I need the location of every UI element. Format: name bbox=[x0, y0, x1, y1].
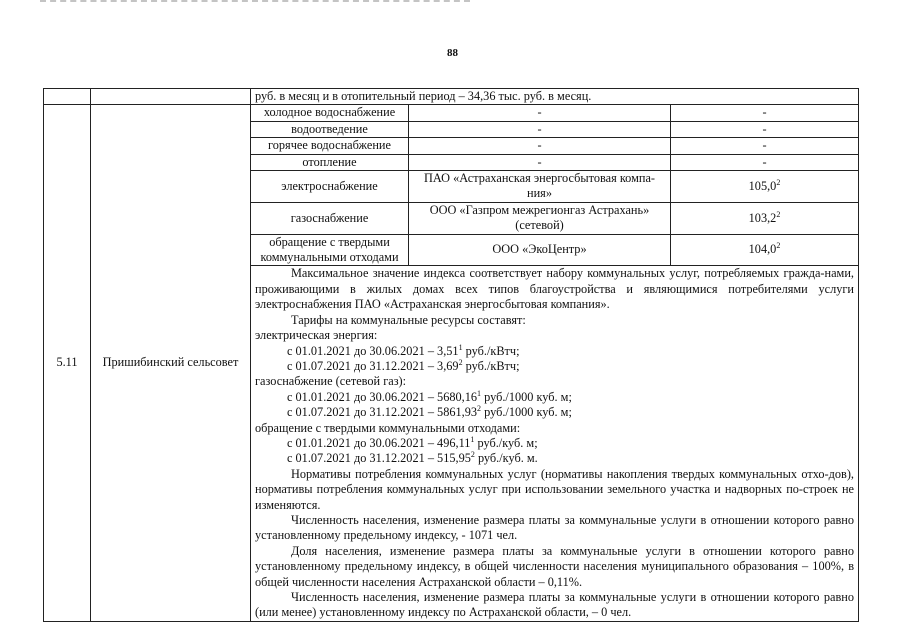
tariffs-heading: Тарифы на коммунальные ресурсы составят: bbox=[291, 312, 526, 327]
service-index bbox=[671, 171, 859, 203]
tariff-text: с 01.07.2021 до 31.12.2021 – 5861,93 bbox=[287, 405, 478, 420]
scan-artifact-line bbox=[40, 0, 470, 2]
footnote-mark: 2 bbox=[470, 450, 475, 460]
footnote-mark: 2 bbox=[458, 357, 463, 367]
footnote-mark: 2 bbox=[477, 404, 482, 414]
index-value: 105,0 bbox=[748, 178, 777, 193]
service-name: газоснабжение bbox=[251, 202, 409, 234]
population-count-paragraph: Численность населения, изменение размера платы за коммунальные услуги в отношении которого равно установленному предельному индексу, - 1071 чел. bbox=[255, 512, 854, 543]
electricity-label: электрическая энергия: bbox=[255, 328, 378, 343]
footnote-mark: 2 bbox=[776, 209, 781, 219]
footnote-mark: 1 bbox=[470, 434, 475, 444]
footnote-mark: 1 bbox=[458, 342, 463, 352]
service-row bbox=[44, 105, 859, 121]
service-index: - bbox=[671, 105, 859, 121]
description-cell bbox=[251, 266, 859, 621]
service-provider: - bbox=[409, 121, 671, 137]
gas-tariff-2 bbox=[255, 405, 854, 420]
service-index: - bbox=[671, 138, 859, 154]
electricity-tariff-2 bbox=[255, 359, 854, 374]
continuation-name-cell bbox=[91, 89, 251, 105]
page-number: 88 bbox=[447, 47, 458, 59]
tariff-text: с 01.01.2021 до 30.06.2021 – 496,11 bbox=[287, 435, 471, 450]
service-index: - bbox=[671, 154, 859, 170]
tariff-text: с 01.01.2021 до 30.06.2021 – 5680,16 bbox=[287, 389, 478, 404]
tariff-table bbox=[43, 88, 859, 622]
municipality-name: Пришибинский сельсовет bbox=[91, 105, 251, 621]
tariff-unit: руб./куб. м; bbox=[474, 435, 538, 450]
service-provider: ПАО «Астраханская энергосбытовая компа-ния» bbox=[409, 171, 671, 203]
service-index bbox=[671, 202, 859, 234]
index-value: 103,2 bbox=[748, 210, 777, 225]
service-name: водоотведение bbox=[251, 121, 409, 137]
footnote-mark: 1 bbox=[477, 388, 482, 398]
footnote-mark: 2 bbox=[776, 177, 781, 187]
continuation-text: руб. в месяц и в отопительный период – 34,36 тыс. руб. в месяц. bbox=[251, 89, 859, 105]
tariff-text: с 01.07.2021 до 31.12.2021 – 515,95 bbox=[287, 451, 471, 466]
continuation-row bbox=[44, 89, 859, 105]
tariff-unit: руб./1000 куб. м; bbox=[481, 389, 572, 404]
service-name: электроснабжение bbox=[251, 171, 409, 203]
row-number: 5.11 bbox=[44, 105, 91, 621]
service-provider: - bbox=[409, 105, 671, 121]
service-provider: ООО «Газпром межрегионгаз Астрахань» (сетевой) bbox=[409, 202, 671, 234]
tariff-text: с 01.07.2021 до 31.12.2021 – 3,69 bbox=[287, 358, 459, 373]
service-name: холодное водоснабжение bbox=[251, 105, 409, 121]
tariff-unit: руб./кВтч; bbox=[462, 343, 520, 358]
footnote-mark: 2 bbox=[776, 241, 781, 251]
tariff-text: с 01.01.2021 до 30.06.2021 – 3,51 bbox=[287, 343, 459, 358]
population-below-index-paragraph: Численность населения, изменение размера платы за коммунальные услуги в отношении которого равно (или менее) установленному индексу по Астраханской области, – 0 чел. bbox=[255, 590, 854, 620]
tariff-unit: руб./куб. м. bbox=[474, 451, 538, 466]
service-index bbox=[671, 234, 859, 266]
service-provider: - bbox=[409, 154, 671, 170]
waste-label: обращение с твердыми коммунальными отходами: bbox=[255, 420, 521, 435]
gas-tariff-1 bbox=[255, 390, 854, 405]
norms-paragraph: Нормативы потребления коммунальных услуг (нормативы накопления твердых коммунальных отхо-дов), нормативы потребления коммунальных услуг при использовании земельного участка и надворных по-строек не изменяются. bbox=[255, 466, 854, 512]
service-provider: ООО «ЭкоЦентр» bbox=[409, 234, 671, 266]
tariff-unit: руб./1000 куб. м; bbox=[481, 405, 572, 420]
service-name: обращение с твердыми коммунальными отходами bbox=[251, 234, 409, 266]
waste-tariff-1 bbox=[255, 436, 854, 451]
tariff-unit: руб./кВтч; bbox=[462, 358, 520, 373]
population-share-paragraph: Доля населения, изменение размера платы за коммунальные услуги в отношении которого равно установленному предельному индексу, в общей численности населения муниципального образования – 100%, в общей численности населения Астраханской области – 0,11%. bbox=[255, 543, 854, 589]
service-index: - bbox=[671, 121, 859, 137]
service-name: отопление bbox=[251, 154, 409, 170]
gas-label: газоснабжение (сетевой газ): bbox=[255, 374, 407, 389]
electricity-tariff-1 bbox=[255, 344, 854, 359]
description-paragraph: Максимальное значение индекса соответствует набору коммунальных услуг, потребляемых гражда-нами, проживающими в жилых домах всех типов благоустройства и являющимися потребителями услуги электроснабжения ПАО «Астраханская энергосбытовая компания». bbox=[255, 266, 854, 312]
waste-tariff-2 bbox=[255, 451, 854, 466]
index-value: 104,0 bbox=[748, 242, 777, 257]
service-name: горячее водоснабжение bbox=[251, 138, 409, 154]
continuation-num-cell bbox=[44, 89, 91, 105]
service-provider: - bbox=[409, 138, 671, 154]
